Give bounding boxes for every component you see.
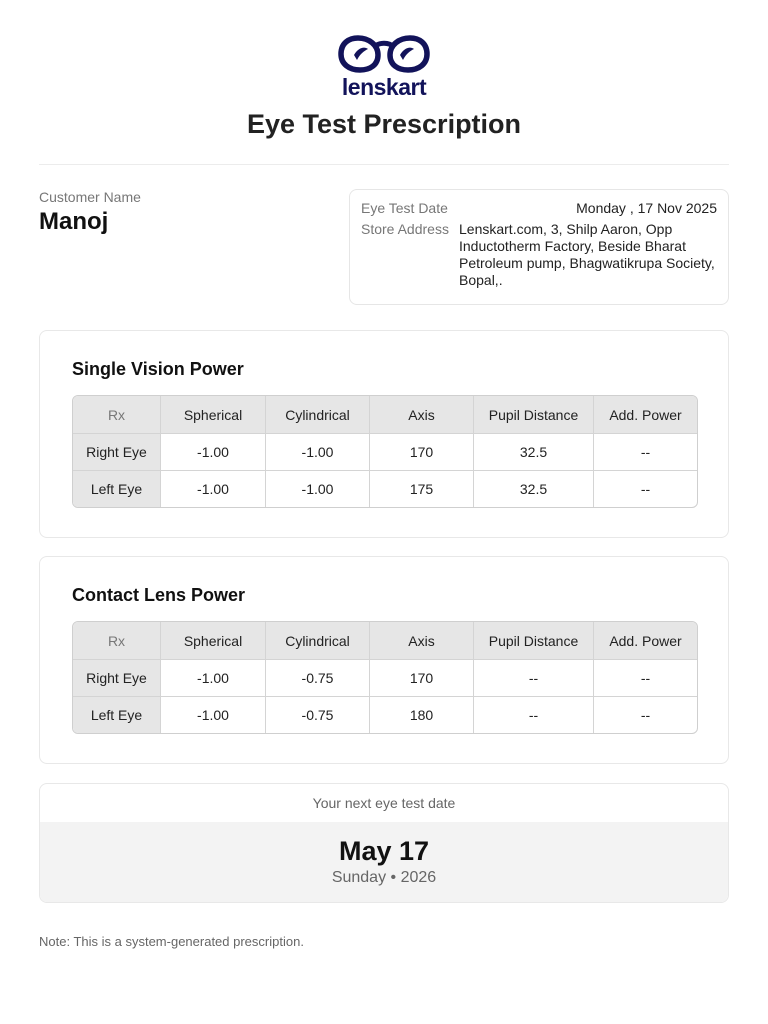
table-cell: -1.00 — [265, 471, 369, 507]
table-cell: -0.75 — [265, 697, 369, 733]
table-cell: 32.5 — [473, 471, 593, 507]
row-label-cell: Left Eye — [73, 697, 160, 733]
table-cell: -1.00 — [160, 434, 265, 470]
table-cell: -- — [593, 434, 697, 470]
next-test-label: Your next eye test date — [312, 795, 456, 811]
header-cell: Pupil Distance — [473, 396, 593, 433]
contact-lens-table — [72, 621, 698, 734]
table-row — [73, 696, 697, 733]
row-label-cell: Left Eye — [73, 471, 160, 507]
header-cell: Cylindrical — [265, 396, 369, 433]
next-test-body — [40, 822, 728, 903]
table-cell: 170 — [369, 434, 473, 470]
table-cell: -1.00 — [265, 434, 369, 470]
table-cell: -- — [473, 697, 593, 733]
table-cell: -- — [593, 471, 697, 507]
eye-test-date-label: Eye Test Date — [361, 200, 448, 216]
eye-test-info-box — [349, 189, 729, 305]
eye-test-date-row — [361, 200, 717, 217]
lenskart-glasses-icon — [338, 34, 430, 74]
brand-wordmark: lenskart — [341, 74, 427, 100]
table-cell: 180 — [369, 697, 473, 733]
page-title: Eye Test Prescription — [246, 109, 522, 139]
header-cell: Add. Power — [593, 622, 697, 659]
single-vision-title: Single Vision Power — [72, 359, 244, 379]
table-cell: 32.5 — [473, 434, 593, 470]
contact-lens-card — [39, 556, 729, 764]
table-cell: -- — [593, 660, 697, 696]
table-cell: -- — [593, 697, 697, 733]
store-address-label: Store Address — [361, 221, 449, 237]
single-vision-card — [39, 330, 729, 538]
table-cell: -1.00 — [160, 660, 265, 696]
row-label-cell: Right Eye — [73, 434, 160, 470]
row-label-cell: Right Eye — [73, 660, 160, 696]
table-row — [73, 659, 697, 696]
table-header-row — [73, 396, 697, 433]
table-cell: -1.00 — [160, 471, 265, 507]
eye-test-date-value: Monday , 17 Nov 2025 — [576, 200, 717, 216]
header-cell: Rx — [73, 396, 160, 433]
store-address-value: Lenskart.com, 3, Shilp Aaron, Opp Inductotherm Factory, Beside Bharat Petroleum pump, Bhagwatikrupa Society, Bopal,. — [459, 221, 715, 288]
header-cell: Axis — [369, 622, 473, 659]
table-row — [73, 433, 697, 470]
single-vision-table — [72, 395, 698, 508]
table-header-row — [73, 622, 697, 659]
header-cell: Pupil Distance — [473, 622, 593, 659]
header-cell: Cylindrical — [265, 622, 369, 659]
table-cell: 175 — [369, 471, 473, 507]
next-test-date: May 17 — [338, 836, 430, 866]
footer-note: Note: This is a system-generated prescription. — [39, 934, 304, 949]
header-divider — [39, 164, 729, 165]
table-cell: 170 — [369, 660, 473, 696]
customer-name-label: Customer Name — [39, 189, 141, 205]
customer-name: Manoj — [39, 208, 109, 235]
brand-logo — [0, 34, 768, 99]
next-test-weekday-year: Sunday • 2026 — [331, 869, 437, 886]
header-cell: Spherical — [160, 622, 265, 659]
store-address-row — [361, 221, 717, 289]
contact-lens-title: Contact Lens Power — [72, 585, 246, 605]
table-cell: -1.00 — [160, 697, 265, 733]
table-cell: -0.75 — [265, 660, 369, 696]
header-cell: Axis — [369, 396, 473, 433]
table-row — [73, 470, 697, 507]
header-cell: Rx — [73, 622, 160, 659]
header-cell: Spherical — [160, 396, 265, 433]
table-cell: -- — [473, 660, 593, 696]
header-cell: Add. Power — [593, 396, 697, 433]
next-test-box — [39, 783, 729, 903]
